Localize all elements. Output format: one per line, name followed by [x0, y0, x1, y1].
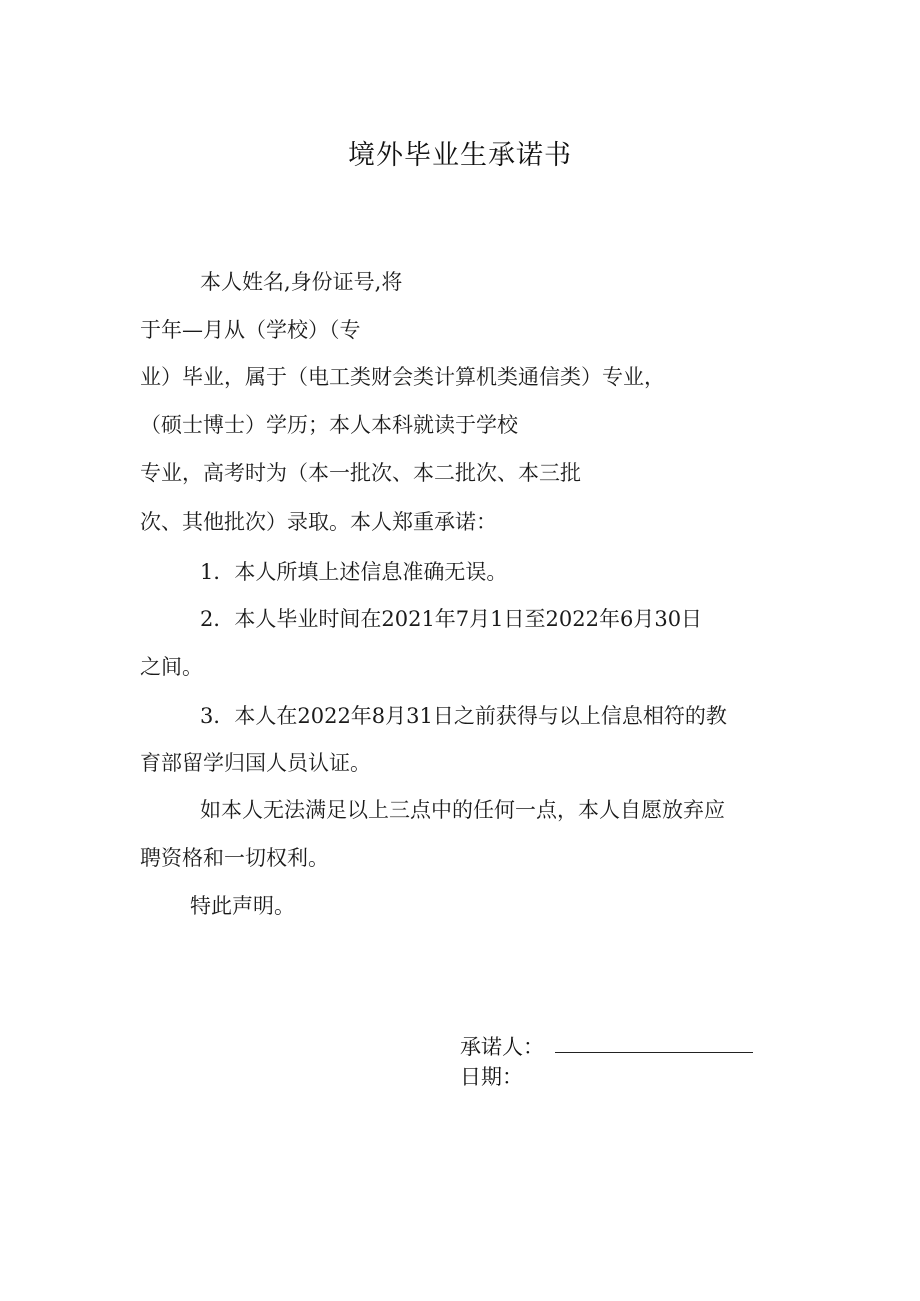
paragraph-line: 业）毕业，属于（电工类财会类计算机类通信类）专业，: [140, 365, 665, 389]
promise-item-3: 3．本人在2022年8月31日之前获得与以上信息相符的教: [200, 704, 727, 728]
promiser-label: 承诺人：: [460, 1035, 544, 1059]
promise-item-1: 1．本人所填上述信息准确无误。: [200, 560, 508, 584]
paragraph-line: 聘资格和一切权利。: [140, 846, 329, 870]
signature-line: [555, 1052, 753, 1053]
promise-item-2: 2．本人毕业时间在2021年7月1日至2022年6月30日: [200, 607, 703, 631]
paragraph-line: 于年—月从（学校）（专: [140, 318, 361, 342]
closing-statement: 特此声明。: [190, 894, 295, 918]
paragraph-line: 专业，高考时为（本一批次、本二批次、本三批: [140, 461, 581, 485]
paragraph-line: 之间。: [140, 655, 203, 679]
paragraph-line: 本人姓名,身份证号,将: [200, 270, 403, 294]
date-label: 日期：: [460, 1065, 523, 1089]
paragraph-line: 次、其他批次）录取。本人郑重承诺：: [140, 510, 497, 534]
paragraph-line: 如本人无法满足以上三点中的任何一点，本人自愿放弃应: [200, 798, 725, 822]
paragraph-line: （硕士博士）学历；本人本科就读于学校: [140, 413, 518, 437]
document-title: 境外毕业生承诺书: [348, 140, 572, 171]
paragraph-line: 育部留学归国人员认证。: [140, 751, 371, 775]
